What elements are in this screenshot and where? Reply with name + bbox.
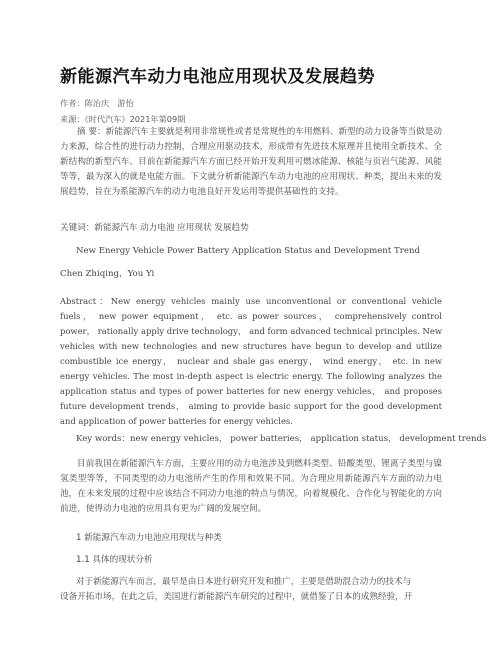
keywords-en: Key words：new energy vehicles， power batteries， application status， development trends [76, 434, 487, 444]
abstract-en: Abstract：New energy vehicles mainly use unconventional or conventional vehicle fuels， new power equipment， etc. as power sources， comprehensively control power， rationally apply drive technology， and form advanced technical principles. New vehicles with new technologies and new structures have begun to develop and utilize combustible ice energy， nuclear and shale gas energy， wind energy， etc. in new energy vehicles. The most in-depth aspect is electric energy. The following analyzes the application status and types of power batteries for new energy vehicles， and proposes future development trends， aiming to provide basic support for the good development and application of power batteries for energy vehicles. [60, 296, 442, 426]
body-line: 对于新能源汽车而言，最早是由日本进行研究开发和推广，主要是借助混合动力的技术与 [76, 577, 412, 587]
article-title: 新能源汽车动力电池应用现状及发展趋势 [60, 67, 375, 87]
english-title: New Energy Vehicle Power Battery Application Status and Development Trend [76, 246, 420, 256]
english-authors: Chen Zhiqing，You Yi [60, 269, 155, 279]
keywords-cn: 关键词：新能源汽车 动力电池 应用现状 发展趋势 [60, 223, 249, 233]
article-source: 来源：《时代汽车》2021年第09期 [60, 114, 186, 124]
section-heading: 1 新能源汽车动力电池应用现状与种类 [76, 533, 222, 543]
abstract-cn: 摘 要：新能源汽车主要就是利用非常规性或者是常规性的车用燃料、新型的动力设备等当做是动力来源，综合性的进行动力控制，合理应用驱动技术，形成带有先进技术原理并且使用全新技术、全新结构的新型汽车。目前在新能源汽车方面已经开始开发利用可燃冰能源、核能与页岩气能源、风能等等，最为深入的就是电能方面。下文就分析新能源汽车动力电池的应用现状、种类，提出未来的发展趋势，旨在为系能源汽车的动力电池良好开发运用等提供基础性的支持。 [60, 127, 442, 197]
intro-paragraph: 目前我国在新能源汽车方面，主要应用的动力电池涉及到燃料类型、铅酸类型、锂离子类型与镍氢类型等等，不同类型的动力电池所产生的作用和效果不同。为合理应用新能源汽车方面的动力电池，在未来发展的过程中应该结合不同动力电池的特点与情况，向着规模化、合作化与智能化的方向前进，使得动力电池的应用具有更为广阔的发展空间。 [60, 459, 442, 514]
body-line: 设备开拓市场，在此之后，美国进行新能源汽车研究的过程中，就借鉴了日本的成熟经验，开 [60, 592, 413, 602]
article-authors: 作者：陈治庆 游怡 [60, 98, 134, 108]
subsection-heading: 1.1 具体的现状分析 [76, 555, 153, 565]
